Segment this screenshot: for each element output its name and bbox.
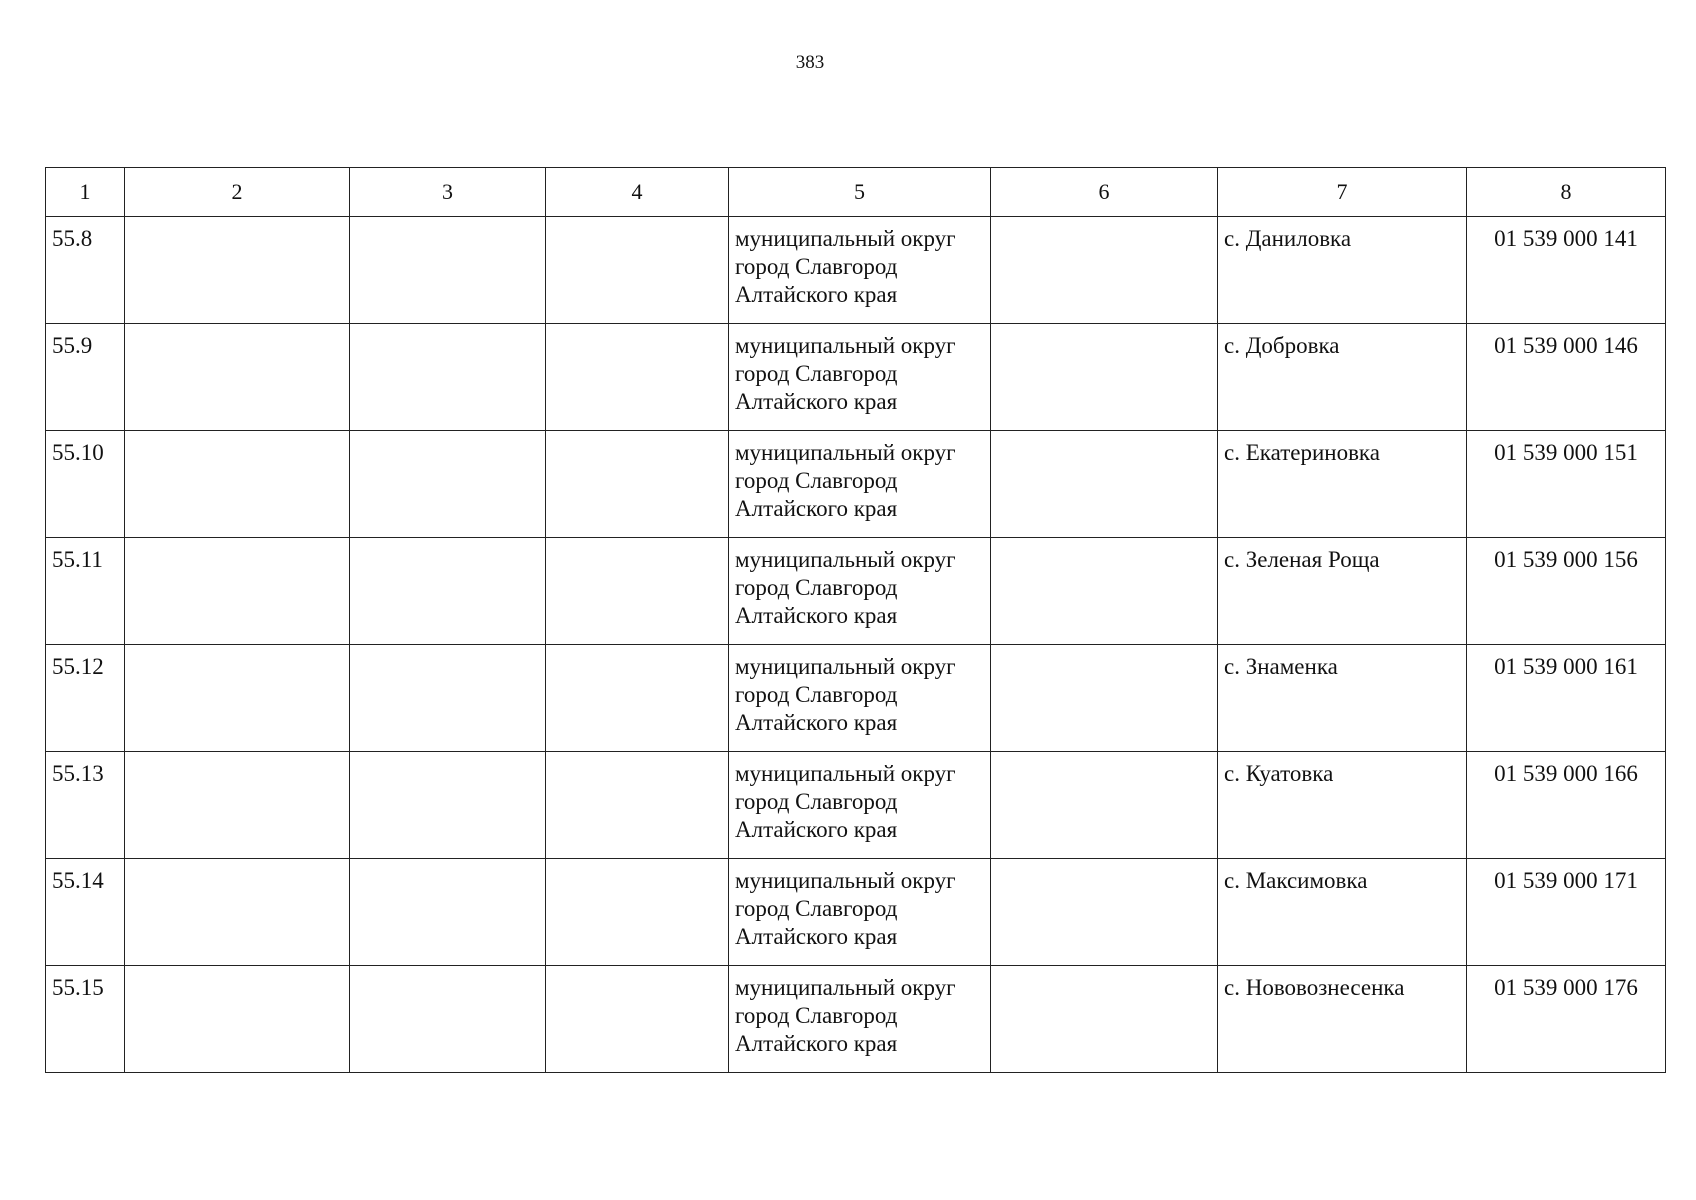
settlement-cell: с. Нововознесенка bbox=[1218, 966, 1467, 1073]
empty-cell bbox=[125, 538, 350, 645]
empty-cell bbox=[350, 324, 546, 431]
empty-cell bbox=[350, 752, 546, 859]
empty-cell bbox=[991, 966, 1218, 1073]
empty-cell bbox=[546, 752, 729, 859]
municipality-cell: муниципальный округ город Славгород Алтайского края bbox=[729, 431, 991, 538]
municipality-cell: муниципальный округ город Славгород Алтайского края bbox=[729, 752, 991, 859]
oktmo-code-cell: 01 539 000 141 bbox=[1467, 217, 1666, 324]
row-number-cell: 55.10 bbox=[46, 431, 125, 538]
settlement-cell: с. Куатовка bbox=[1218, 752, 1467, 859]
page-number: 383 bbox=[795, 52, 825, 73]
municipality-cell: муниципальный округ город Славгород Алтайского края bbox=[729, 217, 991, 324]
empty-cell bbox=[125, 431, 350, 538]
column-header: 8 bbox=[1467, 168, 1666, 217]
column-header: 6 bbox=[991, 168, 1218, 217]
row-number-cell: 55.14 bbox=[46, 859, 125, 966]
empty-cell bbox=[991, 217, 1218, 324]
empty-cell bbox=[546, 645, 729, 752]
oktmo-code-cell: 01 539 000 146 bbox=[1467, 324, 1666, 431]
column-header: 2 bbox=[125, 168, 350, 217]
row-number-cell: 55.12 bbox=[46, 645, 125, 752]
empty-cell bbox=[125, 217, 350, 324]
empty-cell bbox=[546, 538, 729, 645]
settlement-cell: с. Максимовка bbox=[1218, 859, 1467, 966]
row-number-cell: 55.13 bbox=[46, 752, 125, 859]
empty-cell bbox=[125, 324, 350, 431]
empty-cell bbox=[546, 859, 729, 966]
empty-cell bbox=[546, 431, 729, 538]
settlements-table bbox=[45, 167, 1666, 1073]
settlement-cell: с. Зеленая Роща bbox=[1218, 538, 1467, 645]
empty-cell bbox=[991, 645, 1218, 752]
oktmo-code-cell: 01 539 000 176 bbox=[1467, 966, 1666, 1073]
column-header: 4 bbox=[546, 168, 729, 217]
oktmo-code-cell: 01 539 000 166 bbox=[1467, 752, 1666, 859]
oktmo-code-cell: 01 539 000 151 bbox=[1467, 431, 1666, 538]
row-number-cell: 55.9 bbox=[46, 324, 125, 431]
empty-cell bbox=[350, 966, 546, 1073]
municipality-cell: муниципальный округ город Славгород Алтайского края bbox=[729, 859, 991, 966]
table-row bbox=[46, 966, 1666, 1073]
oktmo-code-cell: 01 539 000 171 bbox=[1467, 859, 1666, 966]
header-row bbox=[46, 168, 1666, 217]
empty-cell bbox=[991, 324, 1218, 431]
column-header: 5 bbox=[729, 168, 991, 217]
table-row bbox=[46, 752, 1666, 859]
table-row bbox=[46, 217, 1666, 324]
empty-cell bbox=[350, 645, 546, 752]
row-number-cell: 55.15 bbox=[46, 966, 125, 1073]
municipality-cell: муниципальный округ город Славгород Алтайского края bbox=[729, 538, 991, 645]
table-row bbox=[46, 431, 1666, 538]
oktmo-code-cell: 01 539 000 161 bbox=[1467, 645, 1666, 752]
column-header: 3 bbox=[350, 168, 546, 217]
row-number-cell: 55.8 bbox=[46, 217, 125, 324]
empty-cell bbox=[350, 859, 546, 966]
municipality-cell: муниципальный округ город Славгород Алтайского края bbox=[729, 645, 991, 752]
column-header: 7 bbox=[1218, 168, 1467, 217]
empty-cell bbox=[546, 217, 729, 324]
empty-cell bbox=[350, 431, 546, 538]
municipality-cell: муниципальный округ город Славгород Алтайского края bbox=[729, 324, 991, 431]
settlement-cell: с. Даниловка bbox=[1218, 217, 1467, 324]
settlement-cell: с. Екатериновка bbox=[1218, 431, 1467, 538]
empty-cell bbox=[991, 859, 1218, 966]
settlement-cell: с. Добровка bbox=[1218, 324, 1467, 431]
table-body bbox=[46, 217, 1666, 1073]
settlement-cell: с. Знаменка bbox=[1218, 645, 1467, 752]
empty-cell bbox=[350, 217, 546, 324]
table-row bbox=[46, 859, 1666, 966]
empty-cell bbox=[991, 752, 1218, 859]
row-number-cell: 55.11 bbox=[46, 538, 125, 645]
table-row bbox=[46, 538, 1666, 645]
column-header: 1 bbox=[46, 168, 125, 217]
empty-cell bbox=[125, 752, 350, 859]
empty-cell bbox=[991, 538, 1218, 645]
empty-cell bbox=[125, 645, 350, 752]
oktmo-code-cell: 01 539 000 156 bbox=[1467, 538, 1666, 645]
table-row bbox=[46, 324, 1666, 431]
table-row bbox=[46, 645, 1666, 752]
empty-cell bbox=[125, 966, 350, 1073]
empty-cell bbox=[991, 431, 1218, 538]
empty-cell bbox=[546, 324, 729, 431]
empty-cell bbox=[546, 966, 729, 1073]
empty-cell bbox=[350, 538, 546, 645]
municipality-cell: муниципальный округ город Славгород Алтайского края bbox=[729, 966, 991, 1073]
empty-cell bbox=[125, 859, 350, 966]
